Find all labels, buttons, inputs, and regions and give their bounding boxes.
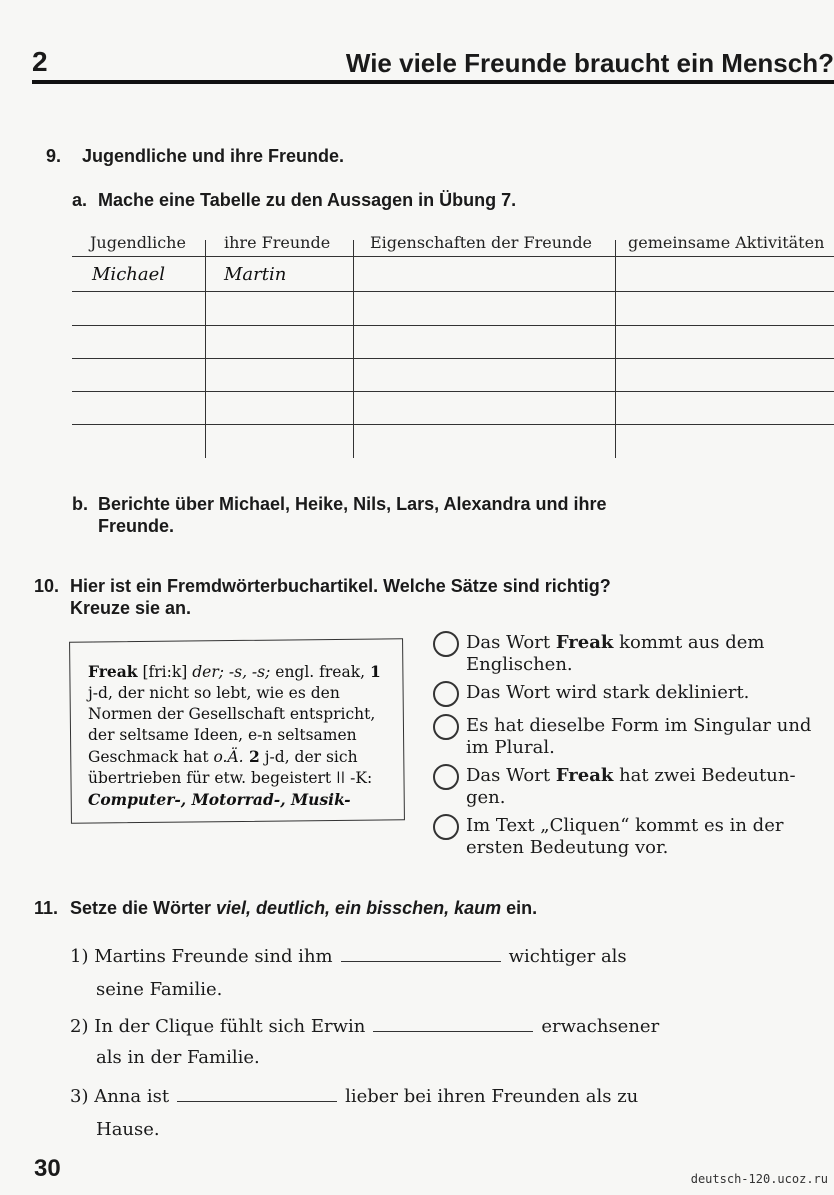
dict-grammar: der; -s, -s; bbox=[192, 663, 271, 681]
ex10-line1: Hier ist ein Fremdwörterbuchartikel. Welche Sätze sind richtig? bbox=[70, 576, 611, 596]
page-number: 30 bbox=[34, 1155, 61, 1182]
answer-blank[interactable] bbox=[341, 943, 501, 962]
option-text: Das Wort wird stark dekliniert. bbox=[466, 682, 750, 703]
dict-pronunciation: [fri:k] bbox=[137, 663, 193, 681]
ex10-number: 10. bbox=[34, 576, 60, 596]
table-row-line bbox=[72, 358, 834, 359]
dict-sense1: j-d, der nicht so lebt, wie es den Normen der Gesellschaft entspricht, der seltsame Ideen, e-n seltsamen Geschmack hat bbox=[88, 684, 376, 766]
ex9a-letter: a. bbox=[72, 190, 88, 210]
ex11-number: 11. bbox=[34, 898, 59, 918]
ex9-title: Jugendliche und ihre Freunde. bbox=[82, 146, 345, 166]
dictionary-entry bbox=[88, 661, 384, 811]
answer-blank[interactable] bbox=[177, 1083, 337, 1102]
answer-blank[interactable] bbox=[373, 1013, 533, 1032]
ex9a-heading bbox=[72, 190, 516, 211]
checkbox-circle[interactable] bbox=[433, 631, 459, 657]
option-text: Das Wort Freak hat zwei Bedeutun-gen. bbox=[466, 765, 796, 808]
header-rule bbox=[32, 80, 834, 84]
sentence-1-cont: seine Familie. bbox=[96, 979, 223, 1000]
ex9b-line1: Berichte über Michael, Heike, Nils, Lars, Alexandra und ihre bbox=[98, 494, 607, 514]
checkbox-circle[interactable] bbox=[433, 764, 459, 790]
table-header-jugendliche: Jugendliche bbox=[90, 233, 186, 252]
chapter-number: 2 bbox=[32, 46, 48, 77]
table-row-line bbox=[72, 325, 834, 326]
table-header-eigenschaften: Eigenschaften der Freunde bbox=[370, 233, 593, 252]
checkbox-circle[interactable] bbox=[433, 714, 459, 740]
option-text: Es hat dieselbe Form im Singular und im Plural. bbox=[466, 715, 812, 758]
ex10-line2: Kreuze sie an. bbox=[70, 598, 192, 618]
table-cell-martin: Martin bbox=[224, 264, 287, 285]
dict-sense2-number: 2 bbox=[243, 747, 260, 766]
sentence-2: 2) In der Clique fühlt sich Erwin erwachsener bbox=[70, 1013, 659, 1037]
dict-origin: engl. freak, bbox=[270, 663, 366, 681]
ex11-words: viel, deutlich, ein bisschen, kaum bbox=[216, 898, 502, 918]
ex9a-text: Mache eine Tabelle zu den Aussagen in Übung 7. bbox=[98, 190, 517, 210]
table-row-line bbox=[72, 391, 834, 392]
table-row-line bbox=[72, 424, 834, 425]
table-col-divider bbox=[205, 240, 206, 458]
table-header-freunde: ihre Freunde bbox=[224, 233, 331, 252]
dict-sense2: j-d, der sich übertrieben für etw. begeistert ǀǀ -K: bbox=[88, 748, 373, 787]
ex10-heading bbox=[34, 576, 611, 597]
dict-abbr: o.Ä. bbox=[213, 748, 244, 766]
dict-headword: Freak bbox=[88, 662, 138, 681]
ex9-number: 9. bbox=[46, 146, 62, 166]
watermark: deutsch-120.ucoz.ru bbox=[690, 1172, 828, 1186]
friends-table bbox=[72, 228, 834, 458]
ex11-heading: 11. Setze die Wörter viel, deutlich, ein bisschen, kaum ein. bbox=[34, 898, 538, 918]
ex9b-heading bbox=[72, 494, 607, 515]
sentence-3: 3) Anna ist lieber bei ihren Freunden als zu bbox=[70, 1083, 638, 1107]
ex9b-line2: Freunde. bbox=[98, 516, 175, 536]
table-col-divider bbox=[353, 240, 354, 458]
sentence-1: 1) Martins Freunde sind ihm wichtiger als bbox=[70, 943, 627, 967]
option-text: Das Wort Freak kommt aus dem Englischen. bbox=[466, 632, 765, 675]
dict-sense1-number: 1 bbox=[369, 662, 381, 681]
table-header-aktivitaeten: gemeinsame Aktivitäten bbox=[628, 233, 825, 252]
checkbox-circle[interactable] bbox=[433, 814, 459, 840]
dict-compounds: Computer-, Motorrad-, Musik- bbox=[88, 790, 351, 809]
sentence-2-cont: als in der Familie. bbox=[96, 1047, 260, 1068]
table-row-line bbox=[72, 256, 834, 257]
table-col-divider bbox=[615, 240, 616, 458]
table-cell-michael: Michael bbox=[92, 264, 166, 285]
checkbox-circle[interactable] bbox=[433, 681, 459, 707]
sentence-3-cont: Hause. bbox=[96, 1119, 160, 1140]
chapter-title: Wie viele Freunde braucht ein Mensch? bbox=[345, 48, 834, 78]
option-text: Im Text „Cliquen“ kommt es in der ersten Bedeutung vor. bbox=[466, 815, 784, 858]
table-row-line bbox=[72, 291, 834, 292]
ex9b-letter: b. bbox=[72, 494, 88, 514]
ex9-heading bbox=[46, 146, 344, 167]
